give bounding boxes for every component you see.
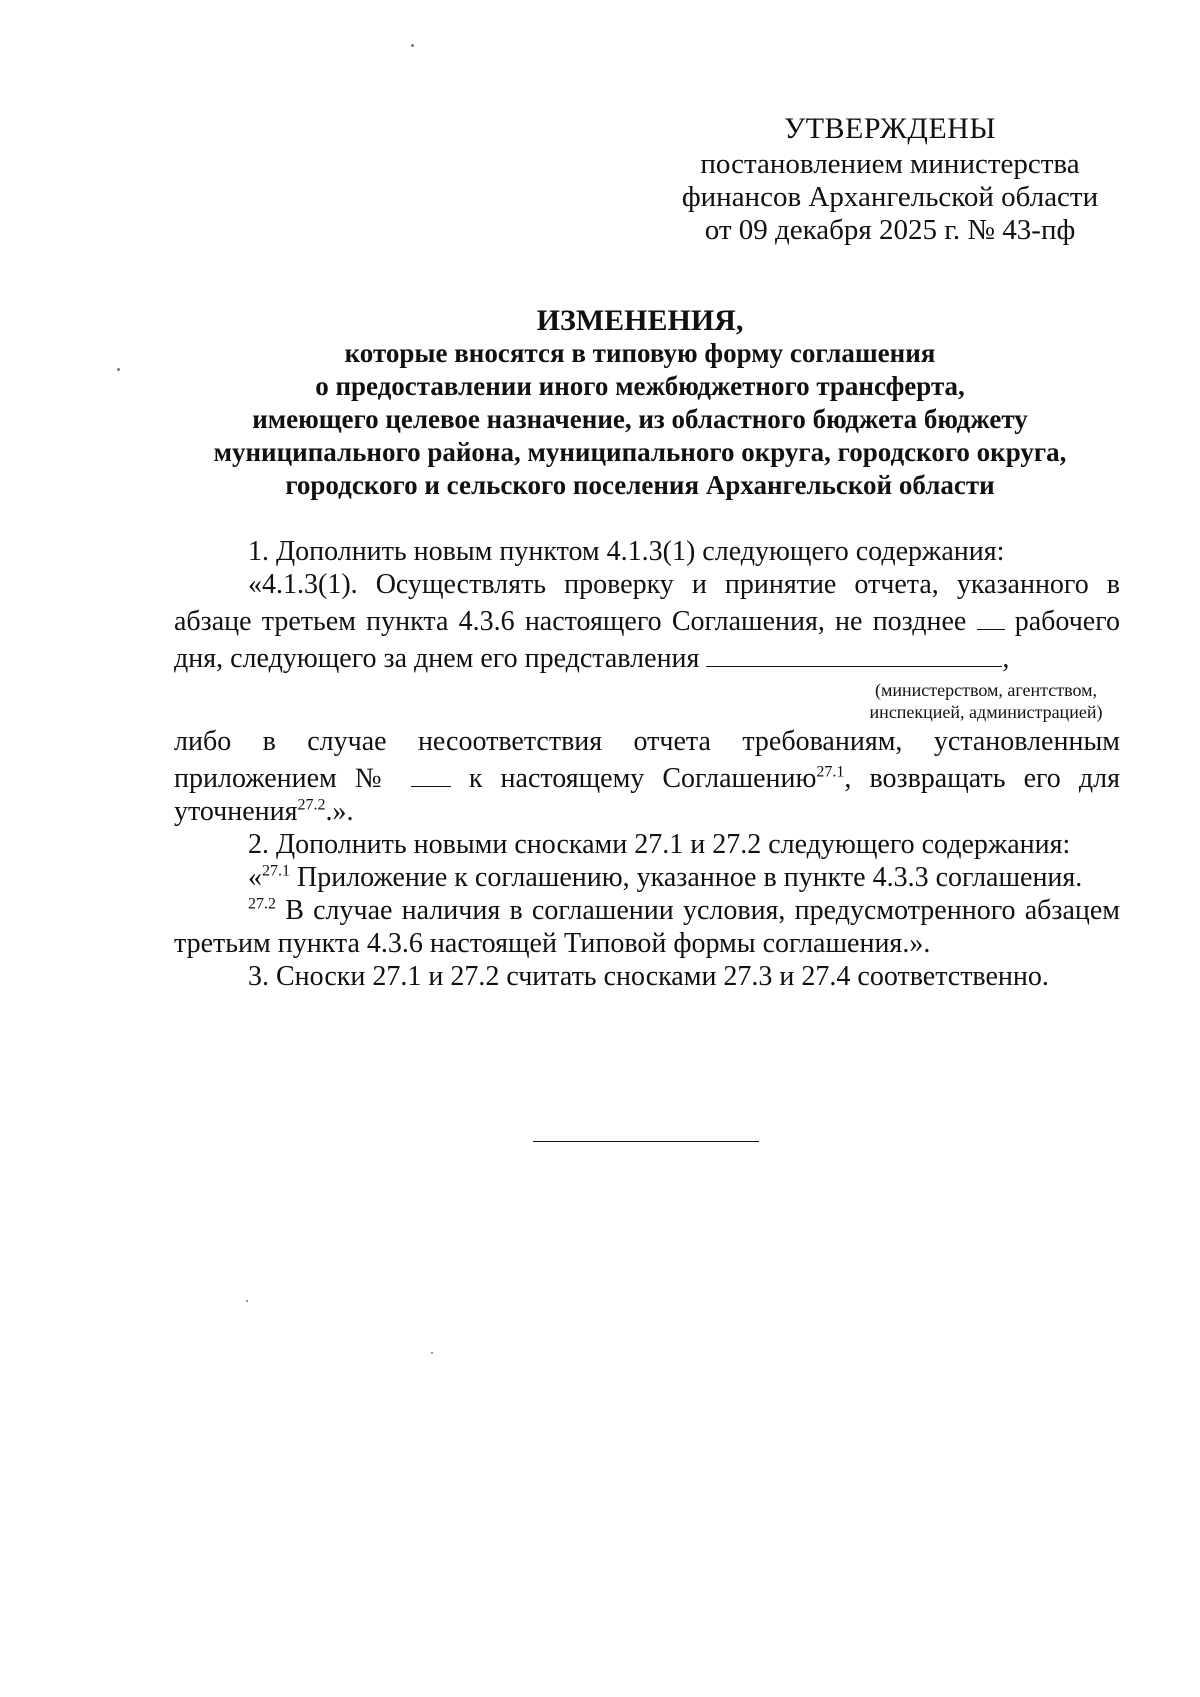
footnote-text: Приложение к соглашению, указанное в пункте 4.3.3 соглашения. [290,862,1083,893]
document-title [150,304,1130,502]
scan-speck [117,368,120,371]
scan-speck [246,1300,248,1302]
title-line: городского и сельского поселения Архангельской области [285,470,995,500]
footnote-number: 27.1 [262,862,290,880]
approval-heading: УТВЕРЖДЕНЫ [783,112,997,145]
footnote-text: В случае наличия в соглашении условия, предусмотренного абзацем третьим пункта 4.3.6 настоящей Типовой формы соглашения.». [174,895,1120,959]
footnote-ref: 27.2 [297,796,326,814]
quote-end: .». [325,796,354,827]
quote-text: либо в случае несоответствия отчета требованиям, установленным приложением № [174,726,1120,794]
item-2-intro: 2. Дополнить новыми сносками 27.1 и 27.2 следующего содержания: [248,829,1071,860]
approval-line: финансов Архангельской области [681,181,1099,213]
title-main: ИЗМЕНЕНИЯ, [536,304,744,337]
scan-speck [431,1352,433,1354]
approval-line: постановлением министерства [700,148,1080,180]
quote-text: «4.1.3(1). Осуществлять проверку и принятие отчета, указанного в абзаце третьем пункта 4.3.6 настоящего Соглашения, не позднее [174,569,1120,637]
item-1-quote-continued [174,725,1120,828]
scan-speck [411,44,414,47]
footnote-27-1 [174,861,1120,894]
title-line: муниципального района, муниципального округа, городского округа, [213,437,1067,467]
blank-authority-field [706,638,1002,667]
quote-comma: , [1002,643,1010,674]
footnote-number: 27.2 [248,895,276,913]
footnote-27-2 [174,894,1120,960]
quote-text: , возвращать его для уточнения [174,763,1120,827]
title-line: о предоставлении иного межбюджетного трансферта, [315,371,965,401]
approval-block [680,112,1100,247]
caption-line: инспекцией, администрацией) [869,702,1103,722]
footnote-ref: 27.1 [816,763,845,781]
title-line: которые вносятся в типовую форму соглашения [344,338,936,368]
caption-line: (министерством, агентством, [874,680,1098,700]
blank-caption [836,679,1136,723]
quote-open: « [248,862,262,893]
item-1-quote [174,568,1120,675]
end-rule [533,1141,759,1142]
item-3: 3. Сноски 27.1 и 27.2 считать сносками 27.3 и 27.4 соответственно. [248,961,1049,992]
item-1-intro: 1. Дополнить новым пунктом 4.1.3(1) следующего содержания: [248,536,1005,567]
document-body [174,535,1120,993]
quote-text: рабочего дня, следующего за днем его представления [174,606,1120,674]
blank-days-field [977,601,1005,630]
title-line: имеющего целевое назначение, из областного бюджета бюджету [252,404,1028,434]
quote-text: к настоящему Соглашению [468,763,817,794]
approval-date: от 09 декабря 2025 г. № 43-пф [704,214,1076,246]
blank-appendix-number [411,758,451,787]
